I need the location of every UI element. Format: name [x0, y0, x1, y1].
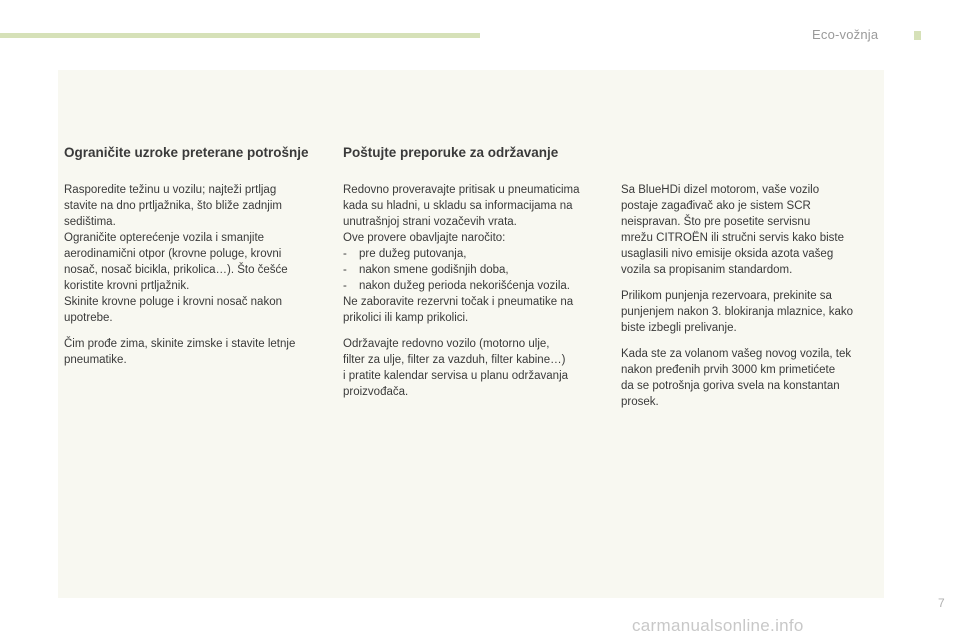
- text-line: prikolici ili kamp prikolici.: [343, 312, 469, 324]
- text-line: nakon pređenih prvih 3000 km primetićete: [621, 364, 836, 376]
- text-line: Ove provere obavljajte naročito:: [343, 232, 506, 244]
- section-marker: [914, 31, 921, 40]
- text-line: neispravan. Što pre posetite servisnu: [621, 216, 811, 228]
- text-line: prosek.: [621, 396, 659, 408]
- paragraph-tyre-pressure: [343, 182, 607, 326]
- text-line: biste izbegli prelivanje.: [621, 322, 737, 334]
- paragraph-bluehdi: [621, 182, 877, 278]
- middle-column: [343, 145, 607, 410]
- text-line: da se potrošnja goriva svela na konstantan: [621, 380, 840, 392]
- section-title: Eco-vožnja: [812, 27, 879, 42]
- text-line: Ne zaboravite rezervni točak i pneumatike na: [343, 296, 574, 308]
- text-line: filter za ulje, filter za vazduh, filter kabine…): [343, 354, 566, 366]
- text-line: postaje zagađivač ako je sistem SCR: [621, 200, 811, 212]
- paragraph-winter-tyres: [64, 336, 326, 368]
- left-column: [64, 145, 326, 378]
- header-accent-bar: [0, 33, 480, 38]
- list-item: - nakon dužeg perioda nekorišćenja vozila.: [343, 280, 570, 292]
- paragraph-load-distribution: [64, 182, 326, 326]
- list-item: - pre dužeg putovanja,: [343, 248, 467, 260]
- text-line: proizvođača.: [343, 386, 409, 398]
- watermark: carmanualsonline.info: [632, 616, 804, 635]
- text-line: Prilikom punjenja rezervoara, prekinite sa: [621, 290, 832, 302]
- text-line: Održavajte redovno vozilo (motorno ulje,: [343, 338, 550, 350]
- text-line: unutrašnjoj strani vozačevih vrata.: [343, 216, 517, 228]
- text-line: Skinite krovne poluge i krovni nosač nakon: [64, 296, 282, 308]
- heading-limit-consumption: Ograničite uzroke preterane potrošnje: [64, 145, 309, 160]
- right-column: [621, 182, 877, 420]
- text-line: Redovno proveravajte pritisak u pneumaticima: [343, 184, 580, 196]
- text-line: Čim prođe zima, skinite zimske i stavite letnje: [64, 338, 296, 350]
- text-line: vozila sa propisanim standardom.: [621, 264, 793, 276]
- text-line: pneumatike.: [64, 354, 127, 366]
- text-line: Kada ste za volanom vašeg novog vozila, tek: [621, 348, 852, 360]
- paragraph-service-schedule: [343, 336, 607, 400]
- text-line: mrežu CITROËN ili stručni servis kako biste: [621, 232, 845, 244]
- list-item: - nakon smene godišnjih doba,: [343, 264, 509, 276]
- page-number: 7: [938, 596, 945, 610]
- text-line: aerodinamični otpor (krovne poluge, krovni: [64, 248, 282, 260]
- paragraph-new-vehicle: [621, 346, 877, 410]
- text-line: sedištima.: [64, 216, 116, 228]
- text-line: usaglasili nivo emisije oksida azota vašeg: [621, 248, 834, 260]
- text-line: i pratite kalendar servisa u planu održavanja: [343, 370, 569, 382]
- text-line: Rasporedite težinu u vozilu; najteži prtljag: [64, 184, 277, 196]
- heading-maintenance: Poštujte preporuke za održavanje: [343, 145, 559, 160]
- text-line: upotrebe.: [64, 312, 113, 324]
- text-line: stavite na dno prtljažnika, što bliže zadnjim: [64, 200, 282, 212]
- text-line: punjenjem nakon 3. blokiranja mlaznice, kako: [621, 306, 854, 318]
- paragraph-refuelling: [621, 288, 877, 336]
- text-line: nosač, nosač bicikla, prikolica…). Što češće: [64, 264, 288, 276]
- text-line: Sa BlueHDi dizel motorom, vaše vozilo: [621, 184, 820, 196]
- text-line: Ograničite opterećenje vozila i smanjite: [64, 232, 265, 244]
- text-line: koristite krovni prtljažnik.: [64, 280, 190, 292]
- text-line: kada su hladni, u skladu sa informacijama na: [343, 200, 573, 212]
